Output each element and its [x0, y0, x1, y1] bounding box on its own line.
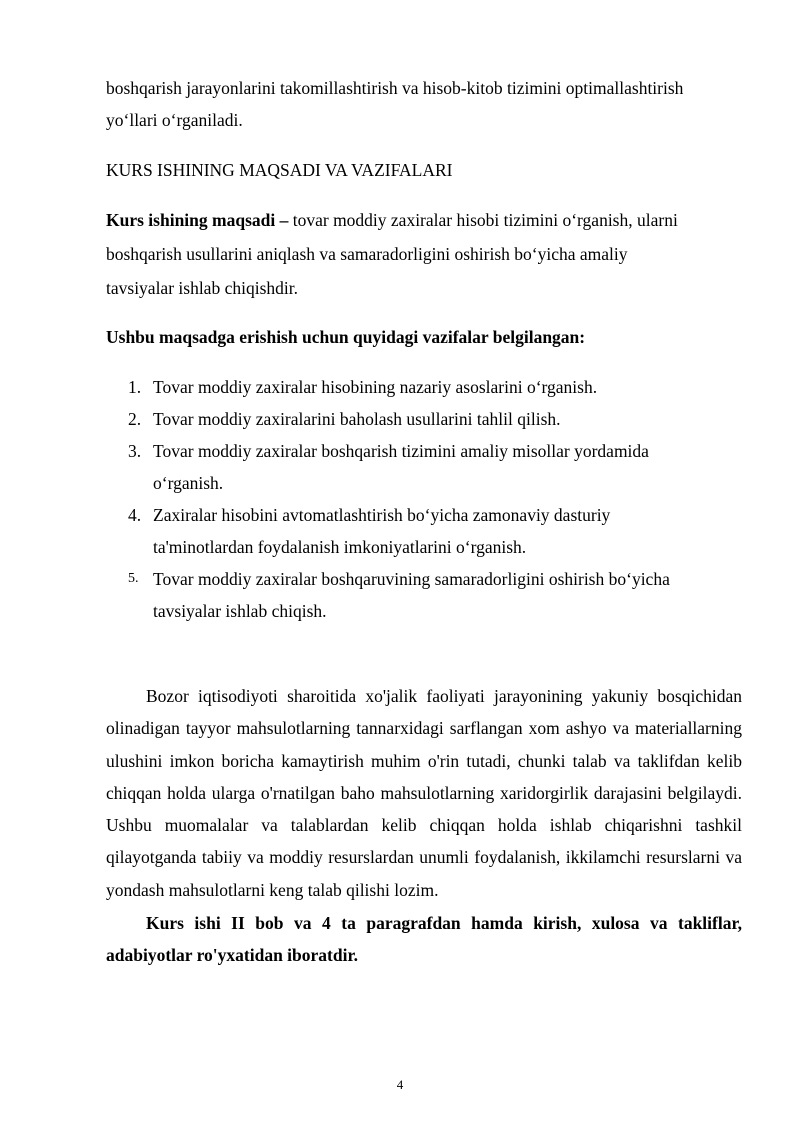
list-item-number: 3.: [128, 441, 142, 461]
list-item-text: ta'minotlardan foydalanish imkoniyatlarini o‘rganish.: [153, 537, 527, 557]
tasks-list: [106, 371, 706, 627]
list-item: [106, 403, 706, 435]
list-item-text: Tovar moddiy zaxiralar boshqarish tizimini amaliy misollar yordamida: [153, 441, 649, 461]
list-item-text: Zaxiralar hisobini avtomatlashtirish bo‘yicha zamonaviy dasturiy: [153, 505, 611, 525]
list-item: [106, 371, 706, 403]
structure-paragraph-block: [106, 907, 742, 972]
list-item: [106, 499, 706, 563]
intro-line-1: boshqarish jarayonlarini takomillashtirish va hisob-kitob tizimini optimallashtirish: [106, 78, 684, 98]
list-item: [106, 435, 706, 499]
goal-label: Kurs ishining maqsadi: [106, 210, 276, 230]
goal-line-3: tavsiyalar ishlab chiqishdir.: [106, 278, 298, 298]
structure-paragraph: Kurs ishi II bob va 4 ta paragrafdan hamda kirish, xulosa va takliflar, adabiyotlar ro'yxatidan iboratdir.: [106, 913, 742, 966]
list-item-text: Tovar moddiy zaxiralarini baholash usullarini tahlil qilish.: [153, 409, 561, 429]
intro-line-2: yo‘llari o‘rganiladi.: [106, 110, 243, 130]
list-item-text: o‘rganish.: [153, 473, 224, 493]
list-item-text: Tovar moddiy zaxiralar hisobining nazariy asoslarini o‘rganish.: [153, 377, 598, 397]
goal-line-2: boshqarish usullarini aniqlash va samaradorligini oshirish bo‘yicha amaliy: [106, 244, 628, 264]
list-item-number: 5.: [128, 571, 139, 586]
list-item-number: 2.: [128, 409, 142, 429]
section-heading: KURS ISHINING MAQSADI VA VAZIFALARI: [106, 160, 453, 180]
list-item-number: 1.: [128, 377, 142, 397]
body-paragraph-block: [106, 680, 742, 906]
list-item-text: tavsiyalar ishlab chiqish.: [153, 601, 327, 621]
page-number: 4: [396, 1077, 404, 1092]
goal-text-1: tovar moddiy zaxiralar hisobi tizimini o‘rganish, ularni: [292, 210, 678, 230]
list-item: [106, 563, 706, 627]
goal-dash: –: [275, 210, 293, 230]
list-item-text: Tovar moddiy zaxiralar boshqaruvining samaradorligini oshirish bo‘yicha: [153, 569, 670, 589]
list-item-number: 4.: [128, 505, 142, 525]
tasks-heading: Ushbu maqsadga erishish uchun quyidagi vazifalar belgilangan:: [106, 327, 586, 347]
goal-line-1: [106, 212, 678, 230]
body-paragraph: Bozor iqtisodiyoti sharoitida xo'jalik faoliyati jarayonining yakuniy bosqichidan olinadigan tayyor mahsulotlarning tannarxidagi sarflangan xom ashyo va materiallarning ulushini imkon boricha kamaytirish muhim o'rin tutadi, chunki talab va taklifdan kelib chiqqan holda ularga o'rnatilgan baho mahsulotlarning xaridorgirlik darajasini belgilaydi. Ushbu muomalalar va talablardan kelib chiqqan holda ishlab chiqarishni tashkil qilayotganda tabiiy va moddiy resurslardan unumli foydalanish, ikkilamchi resurslarni va yondash mahsulotlarni keng talab qilishi lozim.: [106, 686, 742, 900]
